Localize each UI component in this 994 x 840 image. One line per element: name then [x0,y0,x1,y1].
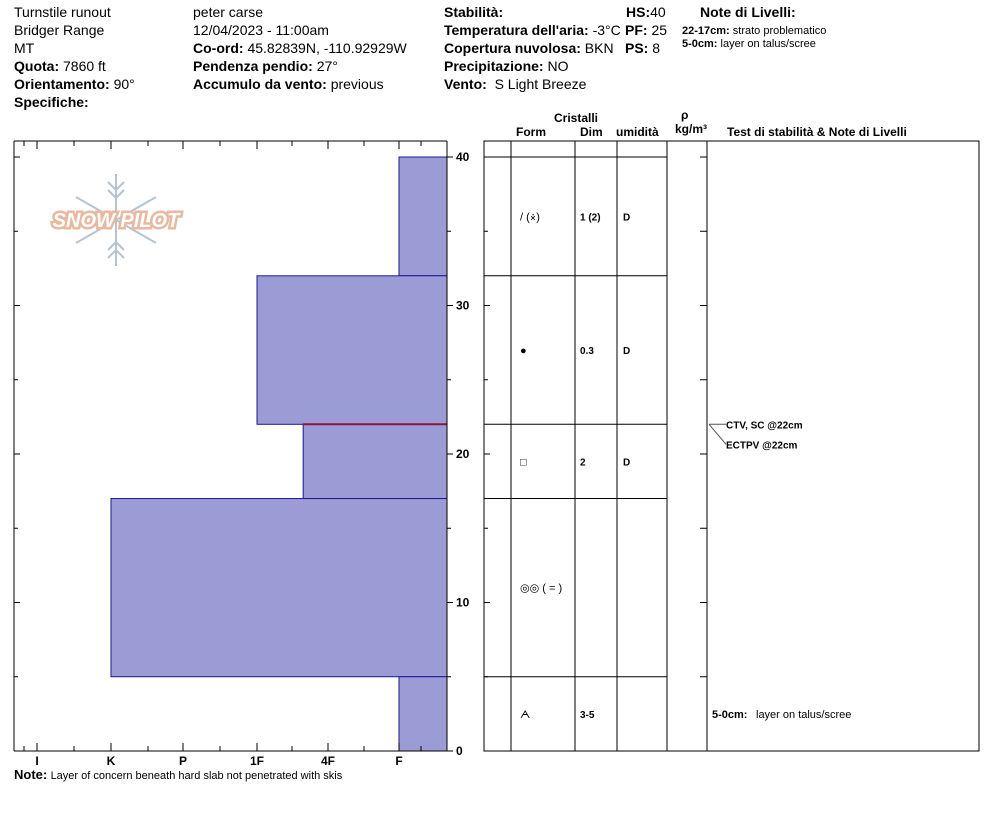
moisture-3: D [623,457,631,469]
x-tick-label-4F: 4F [320,754,336,768]
coord-label: Co-ord: [193,40,244,56]
note-label: Note: [14,767,48,782]
specifics-label: Specifiche: [14,94,89,110]
slope-label: Pendenza pendio: [193,58,313,74]
range: Bridger Range [14,22,105,38]
y-tick-label-10: 10 [456,595,470,610]
air-temp-value: -3°C [592,22,621,38]
x-tick-label-1F: 1F [249,754,265,768]
location: Turnstile runout [14,4,111,20]
x-tick-label-P: P [178,754,188,768]
elevation-value: 7860 ft [63,58,106,74]
density-symbol: ρ [681,108,689,122]
ps-value: 8 [652,40,661,56]
form-header: Form [516,125,546,139]
elevation-label: Quota: [14,58,60,74]
grain-size-5: 3-5 [580,709,595,721]
pf-value: 25 [651,22,668,38]
grain-size-1: 1 (2) [580,212,601,224]
y-tick-label-30: 30 [456,298,470,313]
pf-label: PF: [625,22,648,38]
wind-value: S Light Breeze [494,76,587,92]
test-leader-2 [709,424,726,444]
hs-label: HS: [626,4,651,20]
hs-value: 40 [650,4,666,20]
moisture-1: D [623,212,631,224]
layer-comment-range-1: 5-0cm: [712,708,748,721]
grain-form-1: / (⨰) [520,211,540,224]
layer-note-2-text: layer on talus/scree [720,38,816,50]
grain-form-5: ᗅ [520,708,531,721]
sky-value: BKN [584,40,614,56]
x-tick-label-I: I [35,754,39,768]
note-text: Layer of concern beneath hard slab not penetrated with skis [50,770,343,782]
moisture-2: D [623,346,631,358]
wind-loading-value: previous [330,76,384,92]
test-text-2: ECTPV @22cm [726,440,798,452]
layer-notes-title: Note di Livelli: [700,4,796,20]
y-tick-label-0: 0 [456,744,463,758]
note [14,766,342,785]
layer-note-1-range: 22-17cm: [682,25,730,37]
ps-label: PS: [625,40,649,56]
wind-label: Vento: [444,76,487,92]
grain-size-2: 0.3 [580,346,594,358]
wind-loading-label: Accumulo da vento: [193,76,327,92]
observer: peter carse [193,4,264,20]
moisture-header: umidità [616,125,659,139]
grain-form-3: □ [520,456,527,469]
stability-label: Stabilità: [444,4,504,20]
air-temp-label: Temperatura dell'aria: [444,22,589,38]
layer-note-2-range: 5-0cm: [682,38,718,50]
size-header: Dim [580,125,603,139]
precip-label: Precipitazione: [444,58,544,74]
layer-comment-text-1: layer on talus/scree [756,708,852,721]
layer-note-1-text: strato problematico [732,25,827,37]
state: MT [14,40,35,56]
logo-text: SNOW PILOT [52,210,180,232]
slope-value: 27° [316,58,338,74]
grain-size-3: 2 [580,457,586,469]
tests-header: Test di stabilità & Note di Livelli [727,125,907,139]
crystals-header: Cristalli [554,111,599,125]
coord-value: 45.82839N, -110.92929W [247,40,407,56]
test-text-1: CTV, SC @22cm [726,420,803,432]
grain-form-2: ● [520,345,527,358]
aspect-label: Orientamento: [14,76,110,92]
grain-form-4: ◎◎ ( = ) [520,582,563,595]
x-tick-label-K: K [106,754,116,768]
datetime: 12/04/2023 - 11:00am [193,22,329,38]
aspect-value: 90° [113,76,135,92]
sky-label: Copertura nuvolosa: [444,40,581,56]
precip-value: NO [547,58,569,74]
x-tick-label-F: F [395,754,403,768]
y-tick-label-40: 40 [456,150,470,164]
y-tick-label-20: 20 [456,447,470,461]
density-unit: kg/m³ [675,122,708,136]
